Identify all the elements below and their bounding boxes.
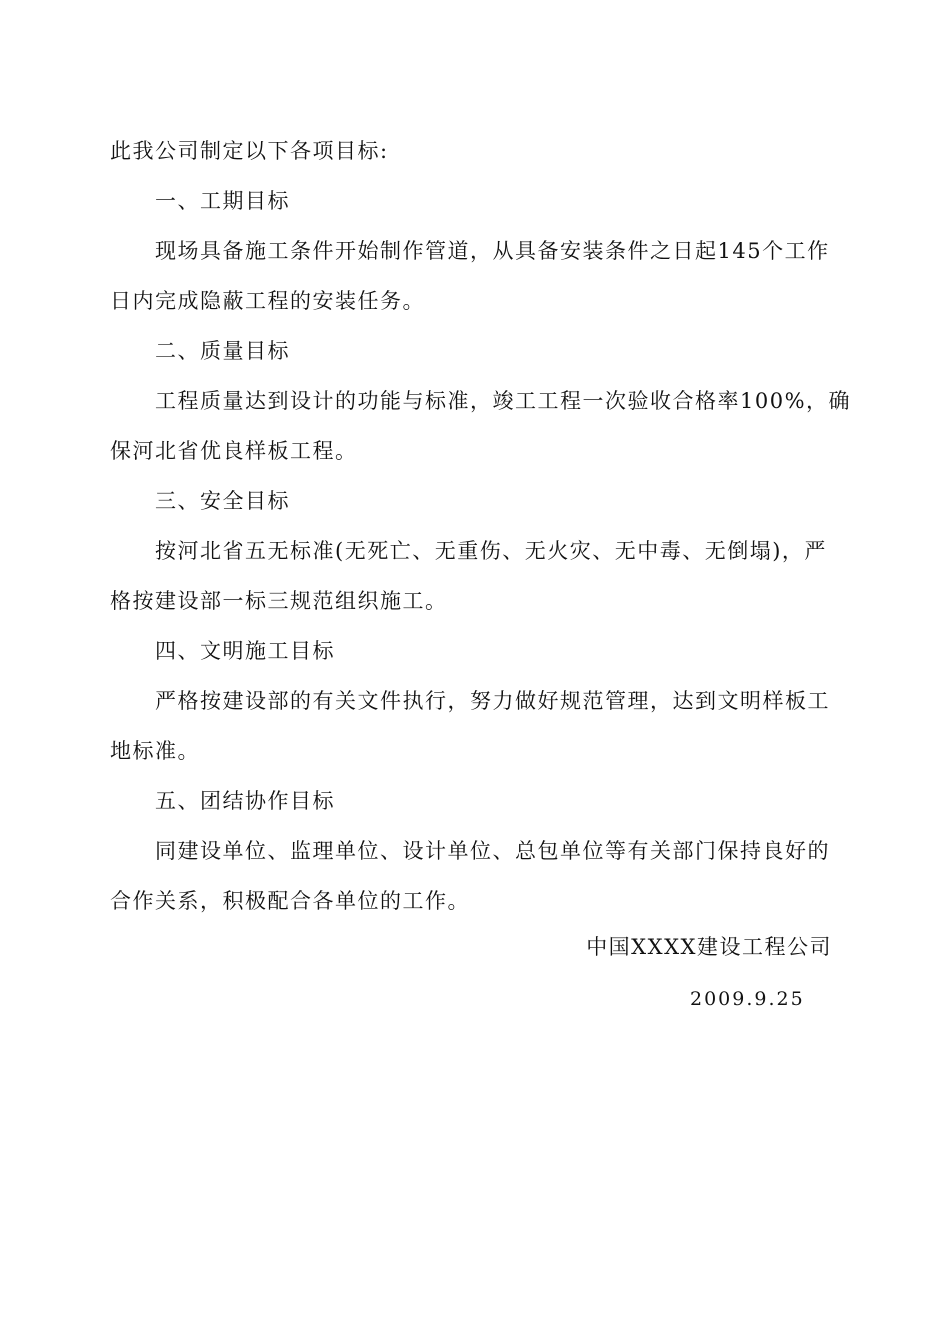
paragraph-line: 现场具备施工条件开始制作管道，从具备安装条件之日起145个工作 <box>155 239 830 263</box>
paragraph-line: 严格按建设部的有关文件执行，努力做好规范管理，达到文明样板工 <box>155 689 830 713</box>
section-heading-civilized-construction: 四、文明施工目标 <box>155 639 335 663</box>
paragraph-line: 地标准。 <box>110 739 200 763</box>
paragraph-line: 保河北省优良样板工程。 <box>110 439 358 463</box>
paragraph-line: 工程质量达到设计的功能与标准，竣工工程一次验收合格率100%，确 <box>155 389 852 413</box>
paragraph-line: 合作关系，积极配合各单位的工作。 <box>110 889 470 913</box>
section-heading-safety: 三、安全目标 <box>155 489 290 513</box>
paragraph-line: 同建设单位、监理单位、设计单位、总包单位等有关部门保持良好的 <box>155 839 830 863</box>
intro-text: 此我公司制定以下各项目标: <box>110 139 389 163</box>
section-heading-quality: 二、质量目标 <box>155 339 290 363</box>
paragraph-line: 格按建设部一标三规范组织施工。 <box>110 589 448 613</box>
company-signature: 中国XXXX建设工程公司 <box>586 935 832 959</box>
paragraph-line: 日内完成隐蔽工程的安装任务。 <box>110 289 425 313</box>
section-heading-schedule: 一、工期目标 <box>155 189 290 213</box>
section-heading-cooperation: 五、团结协作目标 <box>155 789 335 813</box>
paragraph-line: 按河北省五无标准(无死亡、无重伤、无火灾、无中毒、无倒塌)，严 <box>155 539 827 563</box>
document-date: 2009.9.25 <box>690 988 805 1010</box>
